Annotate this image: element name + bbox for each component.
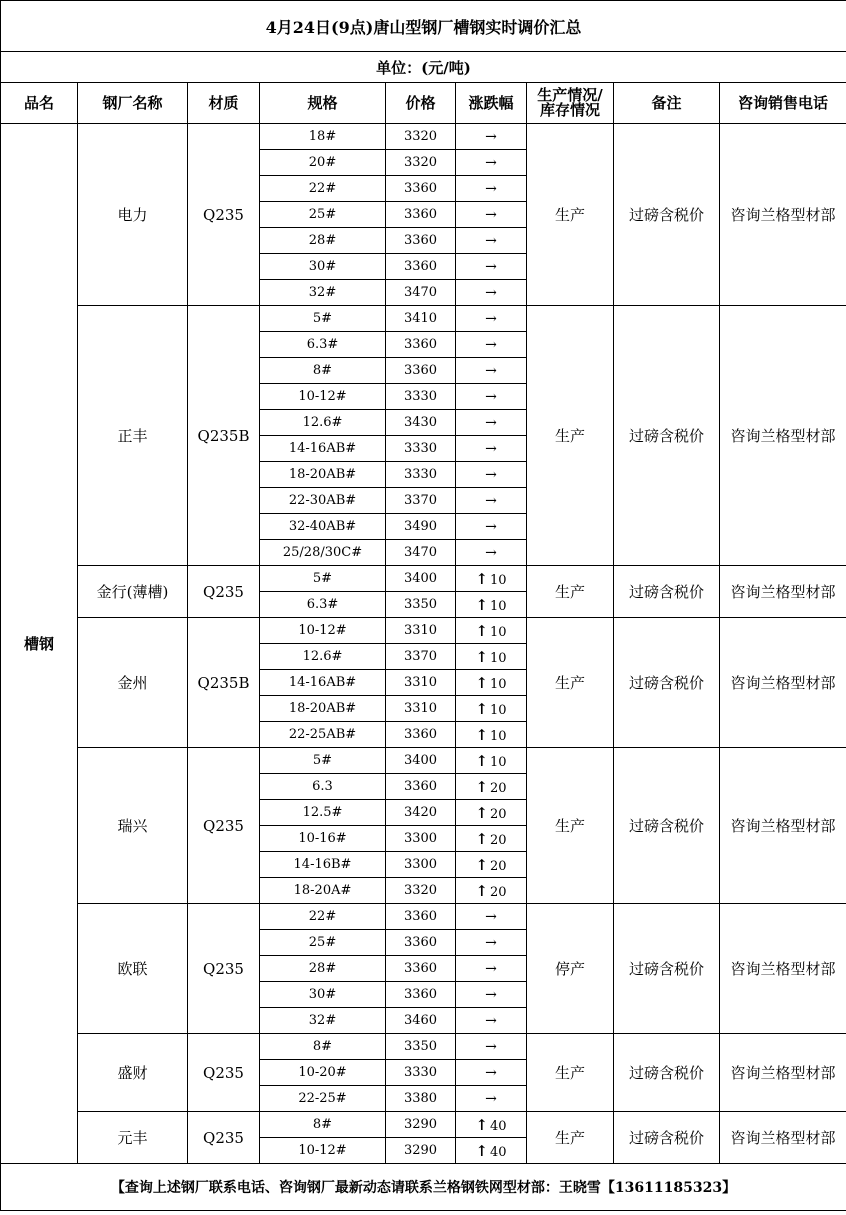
arrow-up-icon: ↑ (475, 725, 489, 744)
change-cell (456, 150, 527, 176)
change-cell (456, 540, 527, 566)
header-contact: 咨询销售电话 (720, 83, 846, 124)
arrow-right-icon: → (485, 284, 497, 301)
change-value: 20 (490, 884, 507, 900)
material-cell: Q235 (188, 566, 260, 618)
arrow-right-icon: → (485, 1012, 497, 1029)
spec-cell: 25# (260, 930, 386, 956)
change-value: 10 (490, 650, 507, 666)
change-cell (456, 878, 527, 904)
remark-cell: 过磅含税价 (614, 1034, 720, 1112)
header-remark: 备注 (614, 83, 720, 124)
spec-cell: 10-12# (260, 1138, 386, 1164)
spec-cell: 32# (260, 1008, 386, 1034)
change-cell (456, 228, 527, 254)
arrow-right-icon: → (485, 414, 497, 431)
header-row (1, 83, 846, 124)
arrow-right-icon: → (485, 154, 497, 171)
spec-cell: 25# (260, 202, 386, 228)
change-cell (456, 254, 527, 280)
spec-cell: 18-20AB# (260, 696, 386, 722)
arrow-right-icon: → (485, 492, 497, 509)
status-cell: 生产 (527, 306, 614, 566)
price-cell: 3320 (386, 878, 456, 904)
mill-name-cell: 欧联 (78, 904, 188, 1034)
change-cell (456, 852, 527, 878)
change-value: 10 (490, 702, 507, 718)
arrow-right-icon: → (485, 232, 497, 249)
change-value: 40 (490, 1144, 507, 1160)
remark-cell: 过磅含税价 (614, 124, 720, 306)
spec-cell: 22-30AB# (260, 488, 386, 514)
price-cell: 3330 (386, 1060, 456, 1086)
arrow-up-icon: ↑ (475, 699, 489, 718)
arrow-up-icon: ↑ (475, 621, 489, 640)
arrow-right-icon: → (485, 518, 497, 535)
change-cell (456, 280, 527, 306)
contact-cell: 咨询兰格型材部 (720, 124, 846, 306)
change-cell (456, 1034, 527, 1060)
price-cell: 3360 (386, 956, 456, 982)
change-cell (456, 1112, 527, 1138)
spec-cell: 20# (260, 150, 386, 176)
table-row (1, 1034, 846, 1060)
arrow-up-icon: ↑ (475, 751, 489, 770)
spec-cell: 6.3# (260, 592, 386, 618)
arrow-up-icon: ↑ (475, 829, 489, 848)
price-cell: 3310 (386, 618, 456, 644)
price-cell: 3290 (386, 1138, 456, 1164)
mill-name-cell: 金行(薄槽) (78, 566, 188, 618)
arrow-up-icon: ↑ (475, 1141, 489, 1160)
mill-name-cell: 金州 (78, 618, 188, 748)
status-cell: 停产 (527, 904, 614, 1034)
contact-cell: 咨询兰格型材部 (720, 748, 846, 904)
spec-cell: 8# (260, 1034, 386, 1060)
price-cell: 3360 (386, 176, 456, 202)
spec-cell: 28# (260, 228, 386, 254)
price-cell: 3430 (386, 410, 456, 436)
change-cell (456, 202, 527, 228)
change-value: 40 (490, 1118, 507, 1134)
change-cell (456, 982, 527, 1008)
status-cell: 生产 (527, 1034, 614, 1112)
price-cell: 3300 (386, 826, 456, 852)
table-row (1, 566, 846, 592)
table-row (1, 748, 846, 774)
table-row (1, 618, 846, 644)
arrow-right-icon: → (485, 258, 497, 275)
spec-cell: 22-25AB# (260, 722, 386, 748)
remark-cell: 过磅含税价 (614, 566, 720, 618)
change-value: 10 (490, 598, 507, 614)
change-cell (456, 176, 527, 202)
material-cell: Q235 (188, 124, 260, 306)
price-cell: 3360 (386, 982, 456, 1008)
price-cell: 3320 (386, 124, 456, 150)
arrow-right-icon: → (485, 206, 497, 223)
spec-cell: 18# (260, 124, 386, 150)
spec-cell: 12.6# (260, 644, 386, 670)
table-row (1, 306, 846, 332)
contact-cell: 咨询兰格型材部 (720, 1112, 846, 1164)
change-cell (456, 592, 527, 618)
spec-cell: 22# (260, 176, 386, 202)
change-cell (456, 566, 527, 592)
mill-name-cell: 盛财 (78, 1034, 188, 1112)
spec-cell: 18-20A# (260, 878, 386, 904)
change-cell (456, 696, 527, 722)
spec-cell: 12.6# (260, 410, 386, 436)
arrow-up-icon: ↑ (475, 673, 489, 692)
change-cell (456, 410, 527, 436)
spec-cell: 10-12# (260, 384, 386, 410)
arrow-up-icon: ↑ (475, 803, 489, 822)
price-cell: 3380 (386, 1086, 456, 1112)
spec-cell: 32# (260, 280, 386, 306)
price-cell: 3310 (386, 670, 456, 696)
material-cell: Q235 (188, 904, 260, 1034)
material-cell: Q235 (188, 748, 260, 904)
change-cell (456, 462, 527, 488)
change-cell (456, 1086, 527, 1112)
price-cell: 3400 (386, 748, 456, 774)
price-cell: 3410 (386, 306, 456, 332)
arrow-right-icon: → (485, 960, 497, 977)
price-cell: 3360 (386, 774, 456, 800)
change-value: 20 (490, 806, 507, 822)
spec-cell: 18-20AB# (260, 462, 386, 488)
spec-cell: 10-16# (260, 826, 386, 852)
remark-cell: 过磅含税价 (614, 1112, 720, 1164)
arrow-right-icon: → (485, 362, 497, 379)
change-cell (456, 1138, 527, 1164)
header-change: 涨跌幅 (456, 83, 527, 124)
spec-cell: 5# (260, 566, 386, 592)
change-value: 10 (490, 754, 507, 770)
spec-cell: 8# (260, 358, 386, 384)
price-cell: 3360 (386, 228, 456, 254)
change-value: 20 (490, 858, 507, 874)
header-status-line2: 库存情况 (539, 101, 600, 119)
change-cell (456, 956, 527, 982)
price-cell: 3360 (386, 254, 456, 280)
change-cell (456, 826, 527, 852)
arrow-right-icon: → (485, 440, 497, 457)
price-cell: 3300 (386, 852, 456, 878)
change-cell (456, 332, 527, 358)
spec-cell: 30# (260, 982, 386, 1008)
change-cell (456, 774, 527, 800)
spec-cell: 22# (260, 904, 386, 930)
price-cell: 3360 (386, 358, 456, 384)
price-cell: 3360 (386, 722, 456, 748)
arrow-right-icon: → (485, 180, 497, 197)
change-cell (456, 384, 527, 410)
change-cell (456, 514, 527, 540)
change-cell (456, 930, 527, 956)
change-cell (456, 1060, 527, 1086)
change-cell (456, 436, 527, 462)
change-value: 20 (490, 832, 507, 848)
arrow-right-icon: → (485, 986, 497, 1003)
material-cell: Q235B (188, 306, 260, 566)
material-cell: Q235 (188, 1112, 260, 1164)
header-price: 价格 (386, 83, 456, 124)
price-cell: 3370 (386, 488, 456, 514)
contact-cell: 咨询兰格型材部 (720, 566, 846, 618)
footer-note: 【查询上述钢厂联系电话、咨询钢厂最新动态请联系兰格钢铁网型材部：王晓雪【13611185323】 (1, 1164, 846, 1211)
spec-cell: 14-16AB# (260, 436, 386, 462)
unit-label: 单位：(元/吨) (1, 52, 846, 83)
remark-cell: 过磅含税价 (614, 618, 720, 748)
spec-cell: 6.3 (260, 774, 386, 800)
spec-cell: 14-16B# (260, 852, 386, 878)
price-cell: 3350 (386, 1034, 456, 1060)
arrow-up-icon: ↑ (475, 777, 489, 796)
contact-cell: 咨询兰格型材部 (720, 904, 846, 1034)
mill-name-cell: 电力 (78, 124, 188, 306)
spec-cell: 12.5# (260, 800, 386, 826)
change-cell (456, 748, 527, 774)
status-cell: 生产 (527, 618, 614, 748)
arrow-up-icon: ↑ (475, 1115, 489, 1134)
change-cell (456, 1008, 527, 1034)
price-cell: 3490 (386, 514, 456, 540)
arrow-right-icon: → (485, 544, 497, 561)
change-cell (456, 722, 527, 748)
arrow-right-icon: → (485, 934, 497, 951)
header-product: 品名 (1, 83, 78, 124)
table-row (1, 124, 846, 150)
spec-cell: 25/28/30C# (260, 540, 386, 566)
arrow-right-icon: → (485, 388, 497, 405)
header-mill: 钢厂名称 (78, 83, 188, 124)
spec-cell: 30# (260, 254, 386, 280)
arrow-right-icon: → (485, 1064, 497, 1081)
change-cell (456, 358, 527, 384)
arrow-right-icon: → (485, 336, 497, 353)
change-value: 20 (490, 780, 507, 796)
page-title: 4月24日(9点)唐山型钢厂槽钢实时调价汇总 (1, 1, 846, 52)
contact-cell: 咨询兰格型材部 (720, 1034, 846, 1112)
price-cell: 3470 (386, 540, 456, 566)
remark-cell: 过磅含税价 (614, 306, 720, 566)
price-cell: 3360 (386, 930, 456, 956)
change-value: 10 (490, 676, 507, 692)
change-value: 10 (490, 572, 507, 588)
arrow-right-icon: → (485, 1038, 497, 1055)
table-row (1, 1112, 846, 1138)
material-cell: Q235B (188, 618, 260, 748)
arrow-up-icon: ↑ (475, 647, 489, 666)
spec-cell: 8# (260, 1112, 386, 1138)
status-cell: 生产 (527, 124, 614, 306)
price-cell: 3360 (386, 332, 456, 358)
header-material: 材质 (188, 83, 260, 124)
arrow-up-icon: ↑ (475, 855, 489, 874)
change-cell (456, 618, 527, 644)
change-value: 10 (490, 728, 507, 744)
arrow-right-icon: → (485, 466, 497, 483)
contact-cell: 咨询兰格型材部 (720, 618, 846, 748)
price-cell: 3350 (386, 592, 456, 618)
price-cell: 3360 (386, 202, 456, 228)
mill-name-cell: 瑞兴 (78, 748, 188, 904)
price-cell: 3400 (386, 566, 456, 592)
change-cell (456, 306, 527, 332)
arrow-right-icon: → (485, 908, 497, 925)
change-value: 10 (490, 624, 507, 640)
change-cell (456, 488, 527, 514)
price-cell: 3330 (386, 462, 456, 488)
header-status (527, 83, 614, 124)
change-cell (456, 124, 527, 150)
arrow-up-icon: ↑ (475, 595, 489, 614)
spec-cell: 28# (260, 956, 386, 982)
spec-cell: 6.3# (260, 332, 386, 358)
spec-cell: 10-20# (260, 1060, 386, 1086)
status-cell: 生产 (527, 1112, 614, 1164)
mill-name-cell: 元丰 (78, 1112, 188, 1164)
remark-cell: 过磅含税价 (614, 748, 720, 904)
status-cell: 生产 (527, 566, 614, 618)
price-cell: 3370 (386, 644, 456, 670)
price-cell: 3330 (386, 384, 456, 410)
arrow-up-icon: ↑ (475, 881, 489, 900)
spec-cell: 14-16AB# (260, 670, 386, 696)
header-spec: 规格 (260, 83, 386, 124)
product-name-cell: 槽钢 (1, 124, 78, 1164)
price-cell: 3470 (386, 280, 456, 306)
table-row (1, 904, 846, 930)
arrow-right-icon: → (485, 128, 497, 145)
change-cell (456, 800, 527, 826)
change-cell (456, 644, 527, 670)
arrow-right-icon: → (485, 1090, 497, 1107)
spec-cell: 5# (260, 306, 386, 332)
price-cell: 3420 (386, 800, 456, 826)
change-cell (456, 904, 527, 930)
price-cell: 3360 (386, 904, 456, 930)
spec-cell: 32-40AB# (260, 514, 386, 540)
material-cell: Q235 (188, 1034, 260, 1112)
spec-cell: 5# (260, 748, 386, 774)
mill-name-cell: 正丰 (78, 306, 188, 566)
price-cell: 3310 (386, 696, 456, 722)
remark-cell: 过磅含税价 (614, 904, 720, 1034)
price-cell: 3320 (386, 150, 456, 176)
change-cell (456, 670, 527, 696)
price-cell: 3330 (386, 436, 456, 462)
arrow-up-icon: ↑ (475, 569, 489, 588)
spec-cell: 10-12# (260, 618, 386, 644)
status-cell: 生产 (527, 748, 614, 904)
price-cell: 3460 (386, 1008, 456, 1034)
header-status-line1: 生产情况/ (537, 86, 603, 104)
price-cell: 3290 (386, 1112, 456, 1138)
contact-cell: 咨询兰格型材部 (720, 306, 846, 566)
arrow-right-icon: → (485, 310, 497, 327)
spec-cell: 22-25# (260, 1086, 386, 1112)
